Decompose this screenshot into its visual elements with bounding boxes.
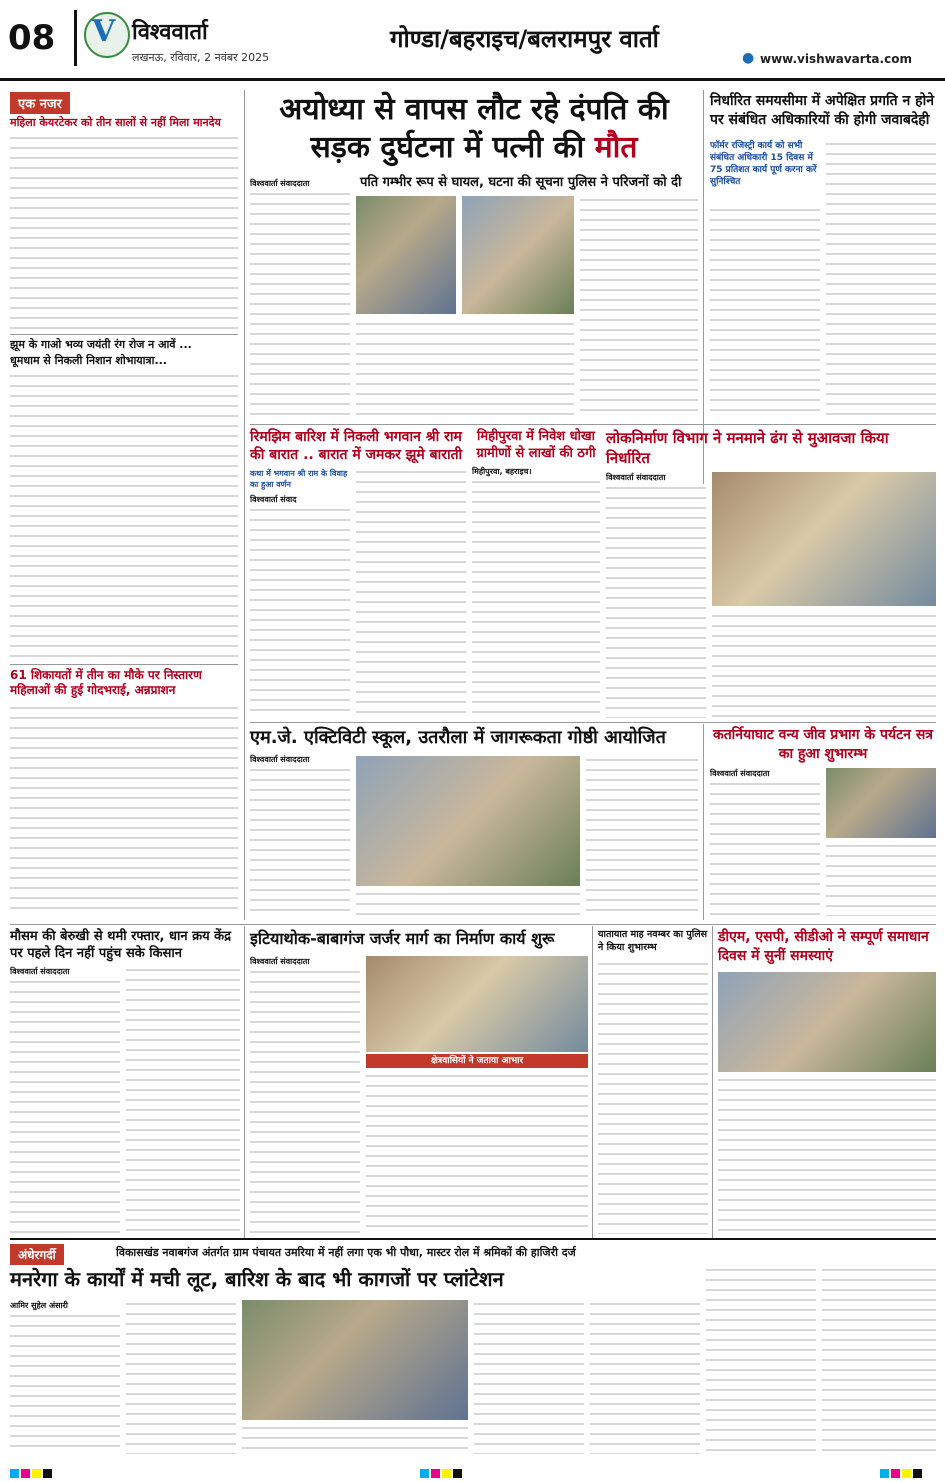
lead-subhead: पति गम्भीर रूप से घायल, घटना की सूचना पुलिस ने परिजनों को दी	[360, 175, 682, 190]
story-headline: एम.जे. एक्टिविटी स्कूल, उतरौला में जागरूकता गोष्ठी आयोजित	[250, 727, 666, 748]
lead-headline-line2	[250, 130, 698, 166]
story-body	[10, 134, 238, 330]
photo-accident-site	[462, 196, 574, 314]
lead-headline-highlight: मौत	[594, 130, 638, 165]
story-kicker: विकासखंड नवाबगंज अंतर्गत ग्राम पंचायत उमरिया में नहीं लगा एक भी पौधा, मास्टर रोल में श्रमिकों की हाजिरी दर्ज	[116, 1246, 576, 1259]
divider	[250, 424, 936, 425]
andhergardi-tag: अंधेरगर्दी	[10, 1244, 64, 1265]
byline: विश्ववार्ता संवाददाता	[250, 179, 310, 188]
story-headline: डीएम, एसपी, सीडीओ ने सम्पूर्ण समाधान दिवस में सुनीं समस्याएं	[718, 929, 929, 964]
story-headline: लोकनिर्माण विभाग ने मनमाने ढंग से मुआवजा किया निर्धारित	[606, 429, 889, 467]
dateline: लखनऊ, रविवार, 2 नवंबर 2025	[132, 51, 270, 64]
divider	[10, 1238, 936, 1240]
story-body	[356, 890, 580, 916]
byline: विश्ववार्ता संवाद	[250, 495, 297, 504]
story-headline: यातायात माह नवम्बर का पुलिस ने किया शुभारम्भ	[598, 929, 708, 953]
column-rule	[712, 926, 713, 1240]
byline: विश्ववार्ता संवाददाता	[250, 755, 310, 764]
divider	[10, 924, 936, 925]
photo-school-event	[356, 756, 580, 886]
lead-headline-line1: अयोध्या से वापस लौट रहे दंपति की	[279, 92, 669, 127]
byline: विश्ववार्ता संवाददाता	[250, 957, 310, 966]
story-body	[10, 704, 238, 914]
story-body	[580, 196, 698, 418]
story-body	[598, 960, 708, 1234]
story-body	[356, 320, 574, 418]
story-headline: रिमझिम बारिश में निकली भगवान श्री राम की बारात .. बारात में जमकर झूमे बाराती	[250, 429, 463, 463]
column-rule	[244, 90, 245, 920]
byline: आमिर सुहेल अंसारी	[10, 1301, 68, 1310]
brand-name: विश्ववार्ता	[132, 20, 208, 45]
divider	[10, 334, 238, 335]
story-body	[606, 484, 706, 718]
story-body	[126, 1300, 236, 1454]
story-body	[126, 966, 240, 1234]
story-body	[366, 1072, 588, 1234]
story-headline: मौसम की बेरुखी से थमी रफ्तार, धान क्रय केंद्र पर पहले दिन नहीं पहुंच सके किसान	[10, 929, 232, 961]
story-body	[710, 780, 820, 916]
page-number: 08	[8, 18, 56, 58]
divider	[250, 722, 936, 723]
ek-nazar-tag: एक नजर	[10, 92, 70, 114]
photo-forest-event	[826, 768, 936, 838]
column-rule	[592, 926, 593, 1240]
logo-v-icon: V	[92, 14, 116, 49]
photo-samadhan-diwas	[718, 972, 936, 1072]
story-body	[706, 1266, 816, 1454]
byline: विश्ववार्ता संवाददाता	[710, 769, 770, 778]
byline: मिहीपुरवा, बहराइच।	[472, 467, 532, 476]
photo-road-construction	[366, 956, 588, 1052]
story-headline: महिला केयरटेकर को तीन सालों से नहीं मिला मानदेय	[10, 116, 221, 129]
story-body	[822, 1266, 936, 1454]
byline: विश्ववार्ता संवाददाता	[606, 473, 666, 482]
lead-headline-part: सड़क दुर्घटना में पत्नी की	[310, 130, 595, 165]
story-headline: कतर्नियाघाट वन्य जीव प्रभाग के पर्यटन सत्र का हुआ शुभारम्भ	[712, 727, 934, 762]
story-headline: 61 शिकायतों में तीन का मौके पर निस्तारण महिलाओं की हुई गोदभराई, अन्नप्राशन	[10, 668, 202, 697]
column-rule	[703, 724, 704, 920]
story-body	[718, 1076, 936, 1234]
story-body	[472, 478, 600, 718]
story-body	[826, 140, 936, 418]
story-body	[250, 968, 360, 1234]
photo-woman	[356, 196, 456, 314]
story-body	[242, 1424, 468, 1454]
story-headline: मिहीपुरवा में निवेश धोखा ग्रामीणों से लाखों की ठगी	[476, 429, 596, 461]
story-headline: निर्धारित समयसीमा में अपेक्षित प्रगति न होने पर संबंधित अधिकारियों की होगी जवाबदेही	[710, 93, 934, 128]
story-body	[250, 766, 350, 916]
column-rule	[244, 926, 245, 1240]
story-headline: झूम के गाओ भव्य जयंती रंग रोज न आवें ...	[10, 338, 192, 351]
story-headline: इटियाथोक-बाबागंज जर्जर मार्ग का निर्माण कार्य शुरू	[250, 929, 555, 948]
story-headline: मनरेगा के कार्यों में मची लूट, बारिश के बाद भी कागजों पर प्लांटेशन	[10, 1267, 504, 1291]
photo-plantation-site	[242, 1300, 468, 1420]
story-body	[10, 1312, 120, 1454]
story-body	[356, 468, 466, 718]
story-body	[826, 842, 936, 916]
story-bullet: फॉर्मर रजिस्ट्री कार्य को सभी संबंधित अधिकारी 15 दिवस में 75 प्रतिशत कार्य पूर्ण करना करें सुनिश्चित	[710, 141, 817, 187]
photo-meeting	[712, 472, 936, 606]
photo-caption: क्षेत्रवासियों ने जताया आभार	[366, 1054, 588, 1068]
story-body	[474, 1300, 584, 1454]
divider	[10, 664, 238, 665]
globe-icon: ●	[742, 50, 755, 66]
story-subhead: धूमधाम से निकली निशान शोभायात्रा...	[10, 354, 167, 367]
divider	[74, 10, 77, 66]
story-body	[586, 756, 698, 916]
website-link[interactable]: www.vishwavarta.com	[760, 52, 912, 66]
story-body	[250, 506, 350, 718]
section-title: गोण्डा/बहराइच/बलरामपुर वार्ता	[390, 25, 659, 53]
story-body	[250, 190, 350, 418]
story-body	[10, 978, 120, 1234]
story-body	[590, 1300, 700, 1454]
story-body	[712, 612, 936, 718]
byline: विश्ववार्ता संवाददाता	[10, 967, 70, 976]
story-bullet: कथा में भगवान श्री राम के विवाह का हुआ वर्णन	[250, 469, 348, 489]
color-registration-bar	[0, 1462, 945, 1474]
story-body	[710, 206, 820, 418]
story-body	[10, 372, 238, 658]
